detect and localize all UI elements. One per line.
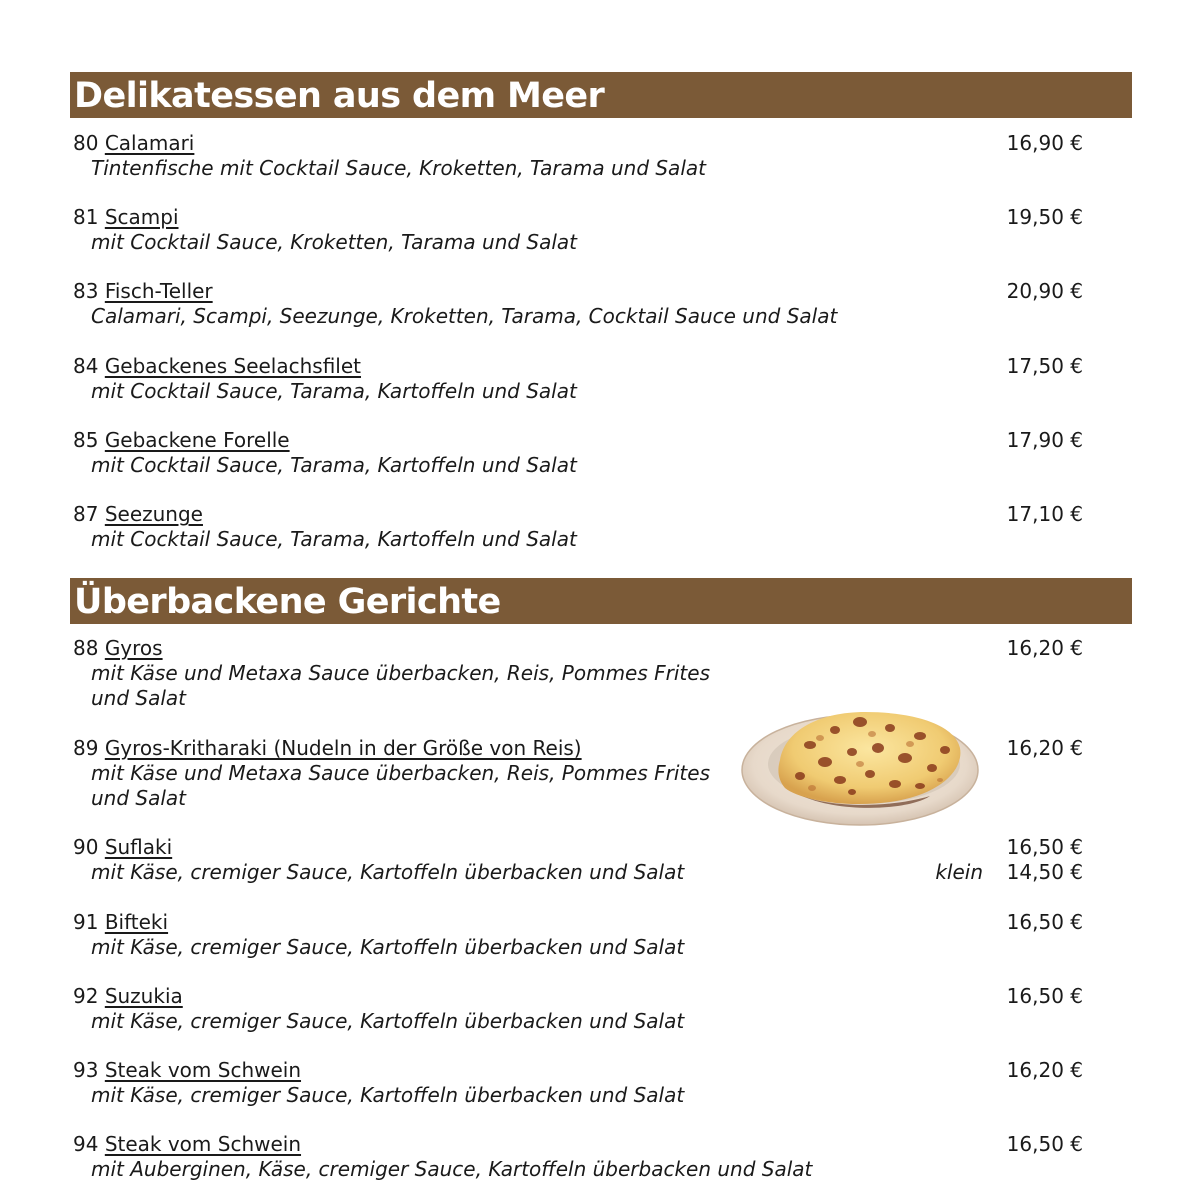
- item-name: Calamari: [104, 131, 195, 155]
- item-name: Seezunge: [104, 502, 203, 526]
- item-description-continued: und Salat: [91, 786, 187, 810]
- menu-item-91: [73, 910, 1083, 960]
- menu-item-85: [73, 428, 1083, 478]
- item-name: Steak vom Schwein: [104, 1058, 302, 1082]
- item-number: 91: [73, 910, 99, 934]
- item-description: mit Käse, cremiger Sauce, Kartoffeln überbacken und Salat: [91, 860, 685, 884]
- section-title: Delikatessen aus dem Meer: [74, 76, 605, 116]
- menu-item-92: [73, 984, 1083, 1034]
- item-number: 84: [73, 354, 99, 378]
- item-name: Suzukia: [104, 984, 183, 1008]
- item-price: 16,20 €: [1006, 1058, 1083, 1082]
- menu-item-90: [73, 835, 1083, 885]
- menu-item-84: [73, 354, 1083, 404]
- item-number: 85: [73, 428, 99, 452]
- item-price: 20,90 €: [1006, 279, 1083, 303]
- item-name: Gyros-Kritharaki (Nudeln in der Größe von Reis): [104, 736, 582, 760]
- item-description: mit Käse, cremiger Sauce, Kartoffeln überbacken und Salat: [91, 1083, 685, 1107]
- item-number: 80: [73, 131, 99, 155]
- item-price: 19,50 €: [1006, 205, 1083, 229]
- item-description: mit Cocktail Sauce, Kroketten, Tarama und Salat: [91, 230, 578, 254]
- item-price: 16,20 €: [1006, 636, 1083, 660]
- item-price: 16,50 €: [1006, 835, 1083, 859]
- menu-item-93: [73, 1058, 1083, 1108]
- item-number: 83: [73, 279, 99, 303]
- item-description: mit Cocktail Sauce, Tarama, Kartoffeln und Salat: [91, 527, 577, 551]
- item-description: mit Auberginen, Käse, cremiger Sauce, Kartoffeln überbacken und Salat: [91, 1157, 813, 1181]
- item-description: Calamari, Scampi, Seezunge, Kroketten, Tarama, Cocktail Sauce und Salat: [91, 304, 838, 328]
- item-name: Fisch-Teller: [104, 279, 213, 303]
- section-header-seafood: [70, 72, 1132, 118]
- item-name: Scampi: [104, 205, 179, 229]
- item-name: Suflaki: [104, 835, 173, 859]
- item-name: Bifteki: [104, 910, 169, 934]
- item-name: Gebackenes Seelachsfilet: [104, 354, 362, 378]
- item-description: mit Käse, cremiger Sauce, Kartoffeln überbacken und Salat: [91, 1009, 685, 1033]
- item-price: 16,50 €: [1006, 1132, 1083, 1156]
- menu-item-81: [73, 205, 1083, 255]
- item-number: 81: [73, 205, 99, 229]
- item-description: mit Cocktail Sauce, Tarama, Kartoffeln und Salat: [91, 453, 577, 477]
- item-price: 16,50 €: [1006, 984, 1083, 1008]
- item-price: 17,50 €: [1006, 354, 1083, 378]
- section-header-gratin: [70, 578, 1132, 624]
- item-price: 16,90 €: [1006, 131, 1083, 155]
- menu-item-80: [73, 131, 1083, 181]
- item-price: 16,50 €: [1006, 910, 1083, 934]
- item-name: Gebackene Forelle: [104, 428, 290, 452]
- item-name: Steak vom Schwein: [104, 1132, 302, 1156]
- menu-item-83: [73, 279, 1083, 329]
- item-price-small: 14,50 €: [1006, 860, 1083, 884]
- item-price: 17,10 €: [1006, 502, 1083, 526]
- item-number: 87: [73, 502, 99, 526]
- section-title: Überbackene Gerichte: [74, 582, 501, 622]
- item-price: 17,90 €: [1006, 428, 1083, 452]
- item-description: mit Käse, cremiger Sauce, Kartoffeln überbacken und Salat: [91, 935, 685, 959]
- item-number: 93: [73, 1058, 99, 1082]
- menu-item-87: [73, 502, 1083, 552]
- item-description: mit Cocktail Sauce, Tarama, Kartoffeln und Salat: [91, 379, 577, 403]
- item-description: Tintenfische mit Cocktail Sauce, Kroketten, Tarama und Salat: [91, 156, 706, 180]
- item-price: 16,20 €: [1006, 736, 1083, 760]
- gratin-dish-photo: [740, 700, 980, 828]
- item-number: 90: [73, 835, 99, 859]
- menu-item-94: [73, 1132, 1083, 1182]
- item-description-continued: und Salat: [91, 686, 187, 710]
- item-number: 88: [73, 636, 99, 660]
- item-number: 94: [73, 1132, 99, 1156]
- item-name: Gyros: [104, 636, 163, 660]
- item-description: mit Käse und Metaxa Sauce überbacken, Reis, Pommes Frites: [91, 761, 710, 785]
- item-number: 89: [73, 736, 99, 760]
- item-number: 92: [73, 984, 99, 1008]
- size-label-small: klein: [935, 860, 983, 884]
- item-description: mit Käse und Metaxa Sauce überbacken, Reis, Pommes Frites: [91, 661, 710, 685]
